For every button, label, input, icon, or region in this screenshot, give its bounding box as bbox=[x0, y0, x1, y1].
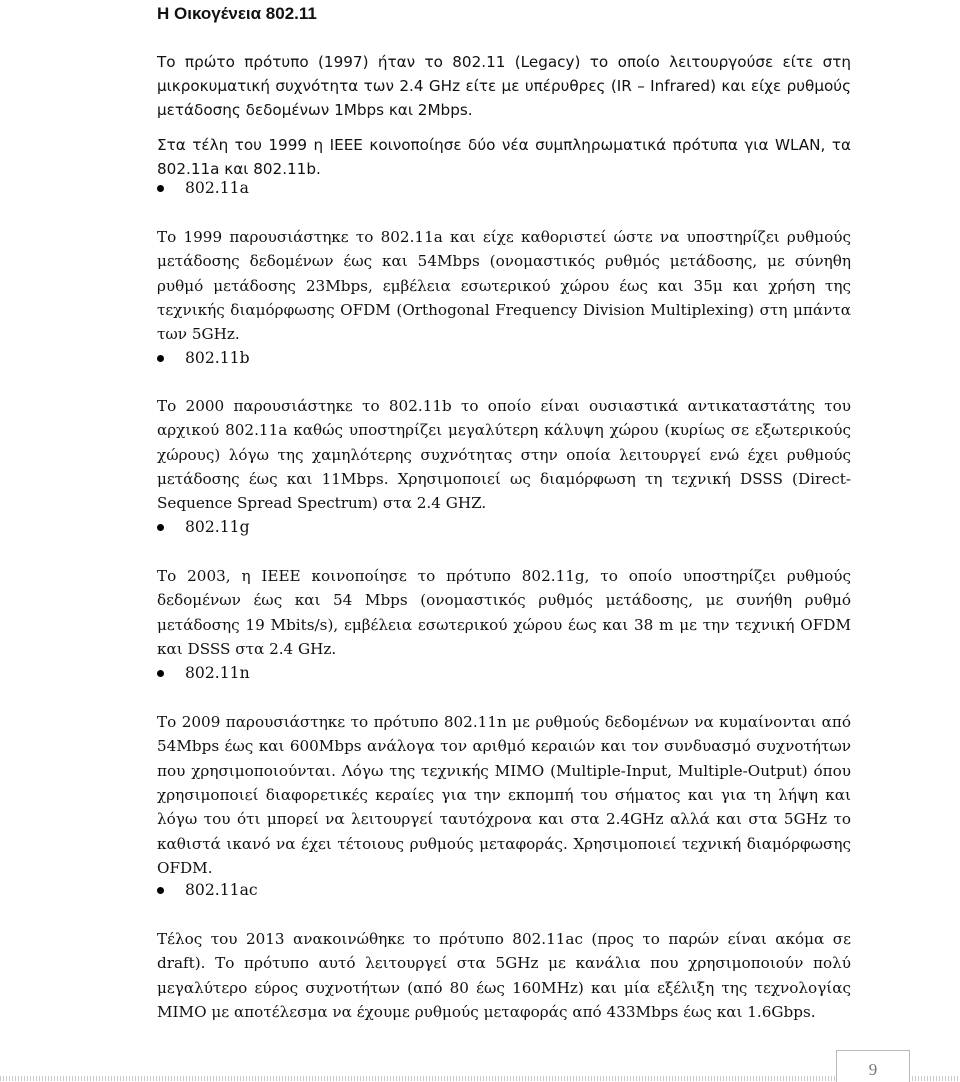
bullet-label: 802.11a bbox=[185, 179, 249, 197]
paragraph-802-11b: Το 2000 παρουσιάστηκε το 802.11b το οποίο είναι ουσιαστικά αντικαταστάτης του αρχικού 802.11a καθώς υποστηρίζει μεγαλύτερη κάλυψη χώρου (κυρίως σε εξωτερικούς χώρους) λόγω της χαμηλότερης συχνότητας στην οποία λειτουργεί ενώ έχει ρυθμούς μετάδοσης έως και 11Mbps. Χρησιμοποιεί ως διαμόρφωση τη τεχνική DSSS (Direct-Sequence Spread Spectrum) στα 2.4 GHZ. bbox=[157, 397, 851, 513]
paragraph-802-11a: Το 1999 παρουσιάστηκε το 802.11a και είχε καθοριστεί ώστε να υποστηρίζει ρυθμούς μετάδοσης δεδομένων έως και 54Mbps (ονομαστικός ρυθμός μετάδοσης, με σύνηθη ρυθμό μετάδοσης 23Mbps, εμβέλεια εσωτερικού χώρου έως και 35μ και χρήση της τεχνικής διαμόρφωσης OFDM (Orthogonal Frequency Division Multiplexing) στη μπάντα των 5GHz. bbox=[157, 228, 851, 344]
bullet-dot-icon bbox=[157, 887, 164, 894]
paragraph-802-11ac: Τέλος του 2013 ανακοινώθηκε το πρότυπο 802.11ac (προς το παρών είναι ακόμα σε draft). Το πρότυπο αυτό λειτουργεί στα 5GHz με κανάλια που χρησιμοποιούν πολύ μεγαλύτερο εύρος συχνοτήτων (από 80 έως 160MHz) και μία εξέλιξη της τεχνολογίας MIMO με αποτέλεσμα να έχουμε ρυθμούς μεταφοράς από 433Mbps έως και 1.6Gbps. bbox=[157, 930, 851, 1022]
bullet-label: 802.11ac bbox=[185, 881, 258, 899]
bullet-dot-icon bbox=[157, 670, 164, 677]
page-number-box bbox=[836, 1050, 910, 1082]
bullet-label: 802.11b bbox=[185, 349, 250, 367]
page-number: 9 bbox=[868, 1060, 878, 1079]
paragraph-802-11g: Το 2003, η IEEE κοινοποίησε το πρότυπο 802.11g, το οποίο υποστηρίζει ρυθμούς δεδομένων έως και 54 Mbps (ονομαστικός ρυθμός μετάδοσης, με συνήθη ρυθμό μετάδοσης 19 Mbits/s), εμβέλεια εσωτερικού χώρου έως και 38 m με την τεχνική OFDM και DSSS στα 2.4 GHz. bbox=[157, 567, 851, 659]
bullet-dot-icon bbox=[157, 185, 164, 192]
footer-rule bbox=[0, 1076, 960, 1081]
bullet-dot-icon bbox=[157, 524, 164, 531]
bullet-dot-icon bbox=[157, 355, 164, 362]
intro-paragraph-1: Το πρώτο πρότυπο (1997) ήταν το 802.11 (Legacy) το οποίο λειτουργούσε είτε στη μικροκυματική συχνότητα των 2.4 GHz είτε με υπέρυθρες (IR – Infrared) και είχε ρυθμούς μετάδοσης δεδομένων 1Mbps και 2Mbps. bbox=[157, 53, 851, 120]
bullet-label: 802.11n bbox=[185, 664, 250, 682]
bullet-label: 802.11g bbox=[185, 518, 250, 536]
intro-paragraph-2: Στα τέλη του 1999 η IEEE κοινοποίησε δύο νέα συμπληρωματικά πρότυπα για WLAN, τα 802.11a και 802.11b. bbox=[157, 136, 851, 179]
section-heading: Η Οικογένεια 802.11 bbox=[157, 4, 317, 23]
paragraph-802-11n: Το 2009 παρουσιάστηκε το πρότυπο 802.11n με ρυθμούς δεδομένων να κυμαίνονται από 54Mbps έως και 600Mbps ανάλογα τον αριθμό κεραιών και τον συνδυασμό συχνοτήτων που χρησιμοποιούνται. Λόγω της τεχνικής MIMO (Multiple-Input, Multiple-Output) όπου χρησιμοποιεί διαφορετικές κεραίες για την εκπομπή του σήματος και για τη λήψη και λόγω του ότι μπορεί να λειτουργεί ταυτόχρονα και στα 2.4GHz αλλά και στα 5GHz το καθιστά ικανό να έχει τέτοιους ρυθμούς μεταφοράς. Χρησιμοποιεί τεχνική διαμόρφωσης OFDM. bbox=[157, 713, 851, 877]
